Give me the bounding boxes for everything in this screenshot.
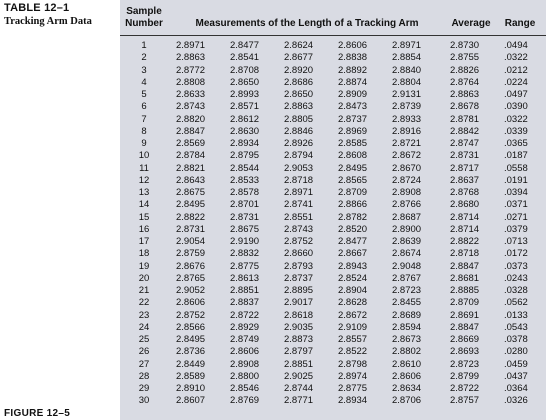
range-cell: .0713 — [504, 236, 528, 247]
table-row — [120, 150, 546, 162]
table-row — [120, 248, 546, 260]
sample-number-cell: 1 — [141, 40, 147, 51]
average-cell: 2.8747 — [450, 138, 480, 149]
table-body — [120, 40, 546, 408]
measurement-cell: 2.8820 — [176, 113, 206, 125]
table-row — [120, 395, 546, 407]
table-row — [120, 163, 546, 175]
range-cell: .0224 — [504, 76, 528, 88]
measurement-cell: 2.8775 — [230, 260, 260, 272]
measurement-cell: 2.9190 — [230, 236, 260, 247]
range-cell: .0390 — [504, 101, 528, 113]
measurement-cell: 2.9048 — [392, 260, 422, 272]
measurement-cell: 2.8524 — [338, 272, 368, 284]
measurement-cell: 2.8766 — [392, 199, 422, 211]
measurement-cell: 2.8618 — [284, 309, 314, 321]
measurement-cell: 2.9025 — [284, 370, 314, 382]
measurement-cell: 2.8566 — [176, 321, 206, 333]
measurement-cell: 2.8639 — [392, 236, 422, 247]
measurement-cell: 2.8675 — [176, 187, 206, 198]
table-row — [120, 383, 546, 395]
measurement-cell: 2.8571 — [230, 101, 260, 113]
measurement-cell: 2.8784 — [176, 150, 206, 162]
average-cell: 2.8847 — [450, 321, 480, 333]
measurement-cell: 2.8495 — [338, 162, 368, 174]
range-cell: .0328 — [504, 285, 528, 296]
measurement-cell: 2.8934 — [230, 138, 260, 149]
measurement-cell: 2.8854 — [392, 52, 422, 64]
measurement-cell: 2.8706 — [392, 395, 422, 407]
range-cell: .0371 — [504, 199, 528, 211]
range-cell: .0364 — [504, 383, 528, 394]
range-cell: .0212 — [504, 64, 528, 76]
sample-number-cell: 29 — [138, 383, 150, 394]
measurement-cell: 2.8874 — [338, 76, 368, 88]
table-row — [120, 138, 546, 150]
sample-number-cell: 9 — [141, 138, 147, 149]
measurement-cell: 2.8449 — [176, 358, 206, 370]
range-cell: .0373 — [504, 260, 528, 272]
range-cell: .0365 — [504, 138, 528, 149]
measurement-cell: 2.8643 — [176, 174, 206, 186]
average-cell: 2.8693 — [450, 346, 480, 358]
measurement-cell: 2.8544 — [230, 162, 260, 174]
average-cell: 2.8885 — [450, 285, 480, 296]
average-cell: 2.8730 — [450, 40, 480, 51]
average-cell: 2.8714 — [450, 223, 480, 235]
range-cell: .0558 — [504, 162, 528, 174]
table-row — [120, 199, 546, 211]
header-sample-number — [120, 6, 168, 30]
average-cell: 2.8718 — [450, 248, 480, 260]
measurement-cell: 2.8569 — [176, 138, 206, 149]
range-cell: .0379 — [504, 223, 528, 235]
sample-number-cell: 17 — [138, 236, 150, 247]
measurement-cell: 2.8689 — [392, 309, 422, 321]
sample-number-cell: 12 — [138, 174, 150, 186]
average-cell: 2.8755 — [450, 52, 480, 64]
measurement-cell: 2.8904 — [338, 285, 368, 296]
average-cell: 2.8691 — [450, 309, 480, 321]
measurement-cell: 2.8741 — [284, 199, 314, 211]
sample-number-cell: 26 — [138, 346, 150, 358]
measurement-cell: 2.8676 — [176, 260, 206, 272]
header-average: Average — [451, 18, 491, 29]
measurement-cell: 2.8873 — [284, 334, 314, 345]
measurement-cell: 2.8908 — [230, 358, 260, 370]
sample-number-cell: 25 — [138, 334, 150, 345]
range-cell: .0326 — [504, 395, 528, 407]
range-cell: .0280 — [504, 346, 528, 358]
header-range: Range — [504, 18, 536, 29]
header-sample-line1: Sample — [126, 6, 162, 17]
measurement-cell: 2.8736 — [176, 346, 206, 358]
measurement-cell: 2.8673 — [392, 334, 422, 345]
measurement-cell: 2.8821 — [176, 162, 206, 174]
measurement-cell: 2.8971 — [284, 187, 314, 198]
average-cell: 2.8678 — [450, 101, 480, 113]
measurement-cell: 2.8670 — [392, 162, 422, 174]
range-cell: .0322 — [504, 52, 528, 64]
table-row — [120, 224, 546, 236]
sample-number-cell: 8 — [141, 125, 147, 137]
measurement-cell: 2.8724 — [392, 174, 422, 186]
measurement-cell: 2.8920 — [284, 64, 314, 76]
average-cell: 2.8822 — [450, 236, 480, 247]
measurement-cell: 2.8606 — [392, 370, 422, 382]
measurement-cell: 2.8477 — [338, 236, 368, 247]
measurement-cell: 2.8585 — [338, 138, 368, 149]
sample-number-cell: 4 — [141, 76, 147, 88]
sample-number-cell: 23 — [138, 309, 150, 321]
measurement-cell: 2.8805 — [284, 113, 314, 125]
table-row — [120, 236, 546, 248]
measurement-cell: 2.8892 — [338, 64, 368, 76]
table-row — [120, 346, 546, 358]
measurement-cell: 2.8718 — [284, 174, 314, 186]
measurement-cell: 2.9053 — [284, 162, 314, 174]
table-row — [120, 322, 546, 334]
measurement-cell: 2.8863 — [176, 52, 206, 64]
measurement-cell: 2.8793 — [284, 260, 314, 272]
measurement-cell: 2.8822 — [176, 211, 206, 223]
range-cell: .0394 — [504, 187, 528, 198]
measurement-cell: 2.8477 — [230, 40, 260, 51]
average-cell: 2.8680 — [450, 199, 480, 211]
measurement-cell: 2.8969 — [338, 125, 368, 137]
sample-number-cell: 20 — [138, 272, 150, 284]
average-cell: 2.8863 — [450, 89, 480, 100]
measurement-cell: 2.8613 — [230, 272, 260, 284]
measurement-cell: 2.8971 — [392, 40, 422, 51]
measurement-cell: 2.9109 — [338, 321, 368, 333]
measurement-cell: 2.8610 — [392, 358, 422, 370]
measurement-cell: 2.8782 — [338, 211, 368, 223]
measurement-cell: 2.8495 — [176, 199, 206, 211]
sample-number-cell: 6 — [141, 101, 147, 113]
average-cell: 2.8723 — [450, 358, 480, 370]
sample-number-cell: 19 — [138, 260, 150, 272]
table-row — [120, 261, 546, 273]
average-cell: 2.8669 — [450, 334, 480, 345]
measurement-cell: 2.8687 — [392, 211, 422, 223]
measurement-cell: 2.8675 — [230, 223, 260, 235]
range-cell: .0322 — [504, 113, 528, 125]
measurement-cell: 2.9052 — [176, 285, 206, 296]
sample-number-cell: 10 — [138, 150, 150, 162]
measurement-cell: 2.8767 — [392, 272, 422, 284]
measurement-cell: 2.8798 — [338, 358, 368, 370]
measurement-cell: 2.8765 — [176, 272, 206, 284]
measurement-cell: 2.8863 — [284, 101, 314, 113]
measurement-cell: 2.8926 — [284, 138, 314, 149]
measurement-cell: 2.8624 — [284, 40, 314, 51]
measurement-cell: 2.8943 — [338, 260, 368, 272]
measurement-cell: 2.8495 — [176, 334, 206, 345]
measurement-cell: 2.8551 — [284, 211, 314, 223]
sample-number-cell: 28 — [138, 370, 150, 382]
measurement-cell: 2.8900 — [392, 223, 422, 235]
measurement-cell: 2.8565 — [338, 174, 368, 186]
average-cell: 2.8847 — [450, 260, 480, 272]
measurement-cell: 2.8594 — [392, 321, 422, 333]
range-cell: .0562 — [504, 297, 528, 309]
measurement-cell: 2.8759 — [176, 248, 206, 260]
average-cell: 2.8842 — [450, 125, 480, 137]
sample-number-cell: 11 — [139, 162, 149, 174]
measurement-cell: 2.8769 — [230, 395, 260, 407]
measurement-cell: 2.8608 — [338, 150, 368, 162]
measurement-cell: 2.8589 — [176, 370, 206, 382]
range-cell: .0271 — [504, 211, 528, 223]
average-cell: 2.8826 — [450, 64, 480, 76]
measurement-cell: 2.8721 — [392, 138, 422, 149]
average-cell: 2.8799 — [450, 370, 480, 382]
measurement-cell: 2.8910 — [176, 383, 206, 394]
measurement-cell: 2.8630 — [230, 125, 260, 137]
measurement-cell: 2.8772 — [176, 64, 206, 76]
measurement-cell: 2.8752 — [176, 309, 206, 321]
table-caption-id: TABLE 12–1 — [4, 2, 70, 14]
table-row — [120, 310, 546, 322]
measurement-cell: 2.8686 — [284, 76, 314, 88]
measurement-cell: 2.8660 — [284, 248, 314, 260]
range-cell: .0172 — [504, 248, 528, 260]
measurement-cell: 2.8674 — [392, 248, 422, 260]
average-cell: 2.8717 — [450, 162, 480, 174]
average-cell: 2.8709 — [450, 297, 480, 309]
table-row — [120, 285, 546, 297]
table-row — [120, 65, 546, 77]
sample-number-cell: 16 — [138, 223, 150, 235]
measurement-cell: 2.8846 — [284, 125, 314, 137]
measurement-cell: 2.8557 — [338, 334, 368, 345]
sample-number-cell: 7 — [141, 113, 147, 125]
measurement-cell: 2.8743 — [284, 223, 314, 235]
measurement-cell: 2.8578 — [230, 187, 260, 198]
sample-number-cell: 18 — [138, 248, 150, 260]
average-cell: 2.8781 — [450, 113, 480, 125]
table-caption-title: Tracking Arm Data — [4, 16, 92, 27]
measurement-cell: 2.8723 — [392, 285, 422, 296]
range-cell: .0543 — [504, 321, 528, 333]
measurement-cell: 2.9054 — [176, 236, 206, 247]
measurement-cell: 2.8546 — [230, 383, 260, 394]
measurement-cell: 2.8677 — [284, 52, 314, 64]
range-cell: .0437 — [504, 370, 528, 382]
measurement-cell: 2.8731 — [230, 211, 260, 223]
measurement-cell: 2.8775 — [338, 383, 368, 394]
measurement-cell: 2.8634 — [392, 383, 422, 394]
measurement-cell: 2.8743 — [176, 101, 206, 113]
range-cell: .0187 — [504, 150, 528, 162]
sample-number-cell: 15 — [138, 211, 150, 223]
average-cell: 2.8764 — [450, 76, 480, 88]
measurement-cell: 2.8840 — [392, 64, 422, 76]
measurement-cell: 2.8749 — [230, 334, 260, 345]
range-cell: .0339 — [504, 125, 528, 137]
average-cell: 2.8714 — [450, 211, 480, 223]
average-cell: 2.8722 — [450, 383, 480, 394]
sample-number-cell: 27 — [138, 358, 150, 370]
measurement-cell: 2.8909 — [338, 89, 368, 100]
measurement-cell: 2.8650 — [284, 89, 314, 100]
measurement-cell: 2.9017 — [284, 297, 314, 309]
measurement-cell: 2.8795 — [230, 150, 260, 162]
measurement-cell: 2.8744 — [284, 383, 314, 394]
measurement-cell: 2.8722 — [230, 309, 260, 321]
table-row — [120, 371, 546, 383]
table-row — [120, 77, 546, 89]
measurement-cell: 2.8832 — [230, 248, 260, 260]
measurement-cell: 2.8808 — [176, 76, 206, 88]
header-rule — [120, 35, 546, 36]
measurement-cell: 2.8933 — [392, 113, 422, 125]
measurement-cell: 2.8533 — [230, 174, 260, 186]
measurement-cell: 2.8737 — [338, 113, 368, 125]
range-cell: .0494 — [504, 40, 528, 51]
measurement-cell: 2.8929 — [230, 321, 260, 333]
measurement-cell: 2.8974 — [338, 370, 368, 382]
measurement-cell: 2.8771 — [284, 395, 314, 407]
header-sample-line2: Number — [125, 18, 163, 29]
measurement-cell: 2.8908 — [392, 187, 422, 198]
table-row — [120, 359, 546, 371]
range-cell: .0497 — [504, 89, 528, 100]
figure-label: FIGURE 12–5 — [4, 408, 71, 419]
table-row — [120, 187, 546, 199]
range-cell: .0378 — [504, 334, 528, 345]
measurement-cell: 2.8708 — [230, 64, 260, 76]
measurement-cell: 2.8916 — [392, 125, 422, 137]
measurement-cell: 2.9035 — [284, 321, 314, 333]
measurement-cell: 2.8672 — [338, 309, 368, 321]
measurement-cell: 2.9131 — [392, 89, 422, 100]
measurement-cell: 2.8606 — [338, 40, 368, 51]
sample-number-cell: 21 — [138, 285, 150, 296]
average-cell: 2.8681 — [450, 272, 480, 284]
table-row — [120, 212, 546, 224]
measurement-cell: 2.8971 — [176, 40, 206, 51]
sample-number-cell: 2 — [141, 52, 147, 64]
table-row — [120, 101, 546, 113]
sample-number-cell: 3 — [141, 64, 147, 76]
table-row — [120, 175, 546, 187]
measurement-cell: 2.8522 — [338, 346, 368, 358]
range-cell: .0133 — [504, 309, 528, 321]
measurement-cell: 2.8473 — [338, 101, 368, 113]
average-cell: 2.8757 — [450, 395, 480, 407]
measurement-cell: 2.8797 — [284, 346, 314, 358]
measurement-cell: 2.8520 — [338, 223, 368, 235]
measurement-cell: 2.8633 — [176, 89, 206, 100]
measurement-cell: 2.8701 — [230, 199, 260, 211]
table-row — [120, 114, 546, 126]
measurement-cell: 2.8606 — [230, 346, 260, 358]
measurement-cell: 2.8837 — [230, 297, 260, 309]
measurement-cell: 2.8628 — [338, 297, 368, 309]
measurement-cell: 2.8993 — [230, 89, 260, 100]
measurement-cell: 2.8895 — [284, 285, 314, 296]
sample-number-cell: 30 — [138, 395, 150, 407]
measurement-cell: 2.8672 — [392, 150, 422, 162]
measurement-cell: 2.8607 — [176, 395, 206, 407]
measurement-cell: 2.8934 — [338, 395, 368, 407]
table-row — [120, 40, 546, 52]
measurement-cell: 2.8838 — [338, 52, 368, 64]
measurement-cell: 2.8866 — [338, 199, 368, 211]
average-cell: 2.8637 — [450, 174, 480, 186]
average-cell: 2.8768 — [450, 187, 480, 198]
measurement-cell: 2.8606 — [176, 297, 206, 309]
measurement-cell: 2.8737 — [284, 272, 314, 284]
tracking-arm-table — [120, 0, 546, 420]
measurement-cell: 2.8804 — [392, 76, 422, 88]
measurement-cell: 2.8739 — [392, 101, 422, 113]
table-row — [120, 273, 546, 285]
table-row — [120, 89, 546, 101]
sample-number-cell: 22 — [138, 297, 150, 309]
measurement-cell: 2.8455 — [392, 297, 422, 309]
sample-number-cell: 14 — [138, 199, 150, 211]
table-row — [120, 126, 546, 138]
measurement-cell: 2.8802 — [392, 346, 422, 358]
range-cell: .0459 — [504, 358, 528, 370]
measurement-cell: 2.8794 — [284, 150, 314, 162]
measurement-cell: 2.8612 — [230, 113, 260, 125]
table-row — [120, 334, 546, 346]
range-cell: .0191 — [504, 174, 528, 186]
table-row — [120, 297, 546, 309]
measurement-cell: 2.8541 — [230, 52, 260, 64]
sample-number-cell: 5 — [141, 89, 147, 100]
measurement-cell: 2.8851 — [230, 285, 260, 296]
table-row — [120, 52, 546, 64]
sample-number-cell: 24 — [138, 321, 150, 333]
measurement-cell: 2.8847 — [176, 125, 206, 137]
measurement-cell: 2.8709 — [338, 187, 368, 198]
measurement-cell: 2.8650 — [230, 76, 260, 88]
measurement-cell: 2.8800 — [230, 370, 260, 382]
header-measurements: Measurements of the Length of a Tracking Arm — [195, 18, 419, 29]
average-cell: 2.8731 — [450, 150, 480, 162]
measurement-cell: 2.8752 — [284, 236, 314, 247]
range-cell: .0243 — [504, 272, 528, 284]
measurement-cell: 2.8667 — [338, 248, 368, 260]
measurement-cell: 2.8851 — [284, 358, 314, 370]
measurement-cell: 2.8731 — [176, 223, 206, 235]
sample-number-cell: 13 — [138, 187, 150, 198]
